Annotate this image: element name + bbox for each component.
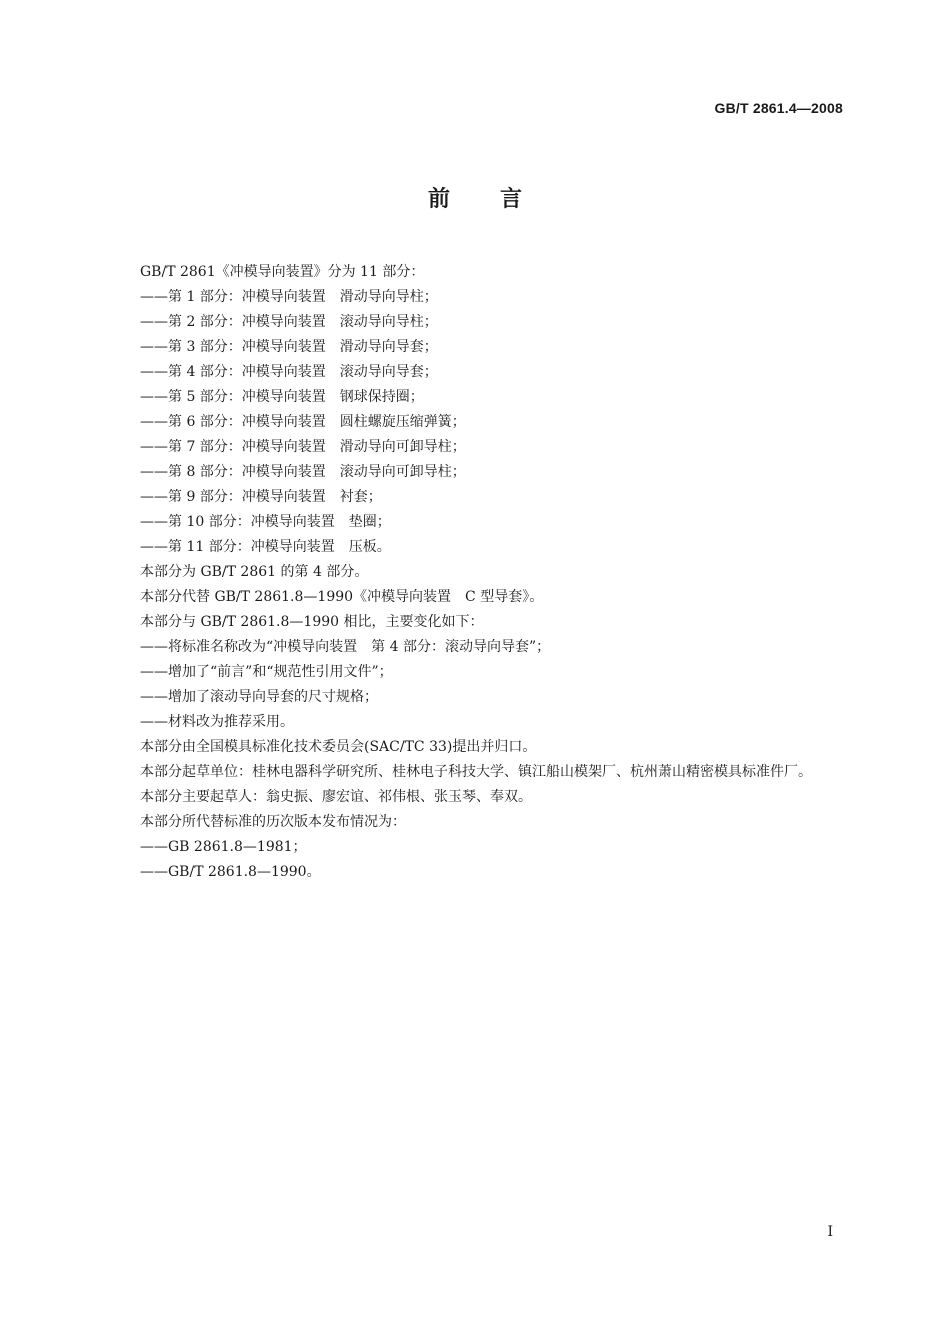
list-item: ——第 8 部分：冲模导向装置 滚动导向可卸导柱； bbox=[140, 464, 466, 480]
list-item: ——第 10 部分：冲模导向装置 垫圈； bbox=[140, 514, 391, 530]
paragraph-line: 本部分为 GB/T 2861 的第 4 部分。 bbox=[140, 564, 369, 580]
list-item: ——将标准名称改为“冲模导向装置 第 4 部分：滚动导向导套”； bbox=[140, 639, 551, 655]
list-item: ——增加了滚动导向导套的尺寸规格； bbox=[140, 689, 378, 705]
list-item: ——第 5 部分：冲模导向装置 钢球保持圈； bbox=[140, 389, 424, 405]
list-item: ——增加了“前言”和“规范性引用文件”； bbox=[140, 664, 393, 680]
list-item: ——第 6 部分：冲模导向装置 圆柱螺旋压缩弹簧； bbox=[140, 414, 466, 430]
standard-code: GB/T 2861.4—2008 bbox=[714, 100, 843, 116]
list-item: ——第 11 部分：冲模导向装置 压板。 bbox=[140, 539, 391, 555]
paragraph-line: 本部分起草单位：桂林电器科学研究所、桂林电子科技大学、镇江船山模架厂、杭州萧山精密模具标准件厂。 bbox=[140, 764, 812, 780]
paragraph-line: GB/T 2861《冲模导向装置》分为 11 部分： bbox=[140, 264, 425, 280]
list-item: ——第 9 部分：冲模导向装置 衬套； bbox=[140, 489, 382, 505]
paragraph-line: 本部分由全国模具标准化技术委员会(SAC/TC 33)提出并归口。 bbox=[140, 739, 537, 755]
list-item: ——第 1 部分：冲模导向装置 滑动导向导柱； bbox=[140, 289, 438, 305]
list-item: ——第 3 部分：冲模导向装置 滑动导向导套； bbox=[140, 339, 438, 355]
page-title: 前言 bbox=[427, 187, 572, 212]
list-item: ——第 2 部分：冲模导向装置 滚动导向导柱； bbox=[140, 314, 438, 330]
paragraph-line: 本部分代替 GB/T 2861.8—1990《冲模导向装置 C 型导套》。 bbox=[140, 589, 544, 605]
paragraph-line: 本部分所代替标准的历次版本发布情况为： bbox=[140, 814, 406, 830]
foreword-body bbox=[108, 260, 844, 885]
paragraph-line: 本部分与 GB/T 2861.8—1990 相比，主要变化如下： bbox=[140, 614, 484, 630]
list-item: ——GB 2861.8—1981； bbox=[140, 839, 307, 855]
list-item: ——第 4 部分：冲模导向装置 滚动导向导套； bbox=[140, 364, 438, 380]
list-item: ——GB/T 2861.8—1990。 bbox=[140, 864, 321, 880]
list-item: ——材料改为推荐采用。 bbox=[140, 714, 294, 730]
page-number: I bbox=[827, 1224, 833, 1240]
list-item: ——第 7 部分：冲模导向装置 滑动导向可卸导柱； bbox=[140, 439, 466, 455]
paragraph-line: 本部分主要起草人：翁史振、廖宏谊、祁伟根、张玉琴、奉双。 bbox=[140, 789, 532, 805]
